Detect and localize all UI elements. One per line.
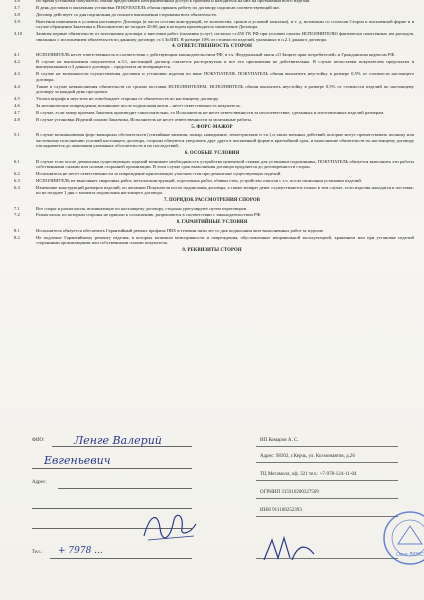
clause <box>10 12 414 18</box>
tc-line <box>256 480 398 481</box>
clause-text: Исполнитель не несет ответственности за повреждение прилегающих участков стен при демонтаже существующих изделий. <box>36 171 282 176</box>
fio-handwritten-1: Ленге Валерий <box>74 434 162 447</box>
section-4-title: 4. ОТВЕТСТВЕННОСТЬ СТОРОН <box>172 44 252 50</box>
inn: ИНН 911108252393 <box>260 508 302 513</box>
clause <box>10 96 414 102</box>
clause <box>10 159 414 170</box>
contract-text <box>10 0 414 255</box>
clause-text: Исполнитель обязуется обеспечить Гарантийный ремонт профиля ПВХ в течении пяти лет со дня подписания акта выполненных работ за изделие. <box>36 227 325 233</box>
inn-line <box>256 516 398 517</box>
clause <box>10 132 414 149</box>
clause <box>10 228 414 234</box>
clause <box>10 103 414 109</box>
executor-signature <box>262 534 318 566</box>
clause-text: ИСПОЛНИТЕЛЬ не выполняет сварочных работ, металлоконструкций, отделочных работ, обивки стен, устройство откосов с т.ч. после окончания установки изделий. <box>36 177 362 183</box>
fio-handwritten-2: Евгеньевич <box>44 454 111 467</box>
clause-text: За механические повреждения, возникшие после подписания актов – несет ответственность покупатель. <box>36 103 241 109</box>
clause <box>10 31 414 42</box>
company-stamp <box>382 510 424 566</box>
clause <box>10 212 414 218</box>
clause-number: 6.4 <box>14 184 20 190</box>
clause <box>10 52 414 58</box>
executor-tc: ТЦ Мегамолл, оф. 321 тел.: +7-978-124-11-04 <box>260 472 357 477</box>
clause-number: 4.6 <box>14 103 20 109</box>
tel-label: Тел.: <box>32 550 43 555</box>
clause <box>10 84 414 95</box>
ip-name: ИП Комаров А. С. <box>260 438 299 443</box>
clause <box>10 178 414 184</box>
clause <box>10 235 414 246</box>
fio-line-2 <box>32 468 192 469</box>
clause-number: 8.2 <box>14 234 20 240</box>
clause-text: Также в случае невыполнения обязательств по срокам поставки ИСПОЛНИТЕЛЕМ, ИСПОЛНИТЕЛЬ обязан выплатить неустойку в размере 0,5% от стоимости изделий по настоящему договору за каждый день просрочки. <box>36 83 414 95</box>
ip-line <box>256 446 398 447</box>
address-label: Адрес: <box>32 480 47 485</box>
clause <box>10 171 414 177</box>
clause-text: Не подлежат Гарантийному ремонту изделия, в которых возникли неисправности и повреждения, обусловленные неправильной эксплуатацией, хранением или при установке изделий сторонними организациями или собственными силами покупателя. <box>36 234 414 246</box>
fio-label: ФИО: <box>32 438 45 443</box>
clause-text: Уплата штрафа и неустоек не освобождает стороны от обязательств по настоящему договору. <box>36 96 219 102</box>
clause-number: 6.2 <box>14 171 20 176</box>
clause-text: Внесения изменения в условия настоящего Договора (в части состава конструкций, ее количества, сроков и условий монтажа), и т. д. возможны со согласия Сторон в письменной форме и в случае обращения Заказчика к Исполнителю не позднее 20:00 дня в котором производится заключение Договора. <box>36 18 414 30</box>
ogrnip-line <box>256 498 398 499</box>
clause-text: В случае не выполнения покупателем п.3.1, настоящий договор считается расторгнутым и все его приложения не действительны. В случае непоставки покупателем предоплаты в вышеуказанном п.3 данного договора – предоплата не возвращается. <box>36 58 414 70</box>
clause-number: 4.2 <box>14 58 20 64</box>
clause-text: ИСПОЛНИТЕЛЬ несет ответственность в соответствии с действующим законодательством РФ, в т.ч. Федеральный закон «О Защите прав потребителей» и Гражданским кодексом РФ. <box>36 51 396 57</box>
clause <box>10 185 414 196</box>
clause-number: 3.6 <box>14 0 20 3</box>
tel-handwritten: + 7978 ... <box>58 546 103 556</box>
clause-text: В случае не возможности осуществления доставки и установки изделия по вине ПОКУПАТЕЛЯ, ПОКУПАТЕЛЬ обязан выплатить неустойку в размере 0,5% от стоимости настоящего договора. <box>36 71 414 82</box>
clause-text: В случае установки Изделий силами Заказчика, Исполнитель не несет ответственности за монтажные работы. <box>36 116 253 122</box>
clause-number: 6.1 <box>14 158 20 164</box>
clause-text: В случае возникновения форс-мажорных обстоятельств (стихийные явления, пожар, наводнение, землетрясение и т.п.) и таких военных действий, которые могут препятствовать полному или частичному исполнению условий настоящего договора, стороны обязуются уведомить друг друга в письменной форме в кратчайший срок, и выполнение обязательств по настоящему договору откладывается до окончания указанных обстоятельств и их последствий. <box>36 132 414 149</box>
clause-text: В случае если после демонтажа существующих изделий возникает необходимость устройства цементной стяжки для установки подоконника, ПОКУПАТЕЛЬ обязуется выполнить эти работы собственными силами или силами сторонней организации. В этом случае срок выполнения договора продляется до договоренности сторон. <box>36 158 414 170</box>
clause <box>10 117 414 123</box>
clause-text: Договор действует со дня подписания до полного выполнения сторонами всех обязательств. <box>36 11 217 17</box>
clause-number: 4.3 <box>14 71 20 77</box>
clause-number: 4.8 <box>14 116 20 122</box>
clause-number: 7.1 <box>14 205 20 211</box>
signature-block <box>0 432 424 600</box>
clause <box>10 71 414 82</box>
address-line <box>58 488 192 489</box>
clause-text: Во время установки покупатель обязан предоставить неограниченный доступ к проемам и находиться на них на протяжении всего изделия. <box>36 0 311 3</box>
clause-number: 5.1 <box>14 132 20 138</box>
section-5-title: 5. ФОРС-МАЖОР <box>191 124 233 130</box>
section-7-title: 7. ПОРЯДОК РАССМОТРЕНИЯ СПОРОВ <box>163 197 261 203</box>
clause <box>10 110 414 116</box>
clause-number: 6.3 <box>14 177 20 183</box>
clause-number: 4.5 <box>14 96 20 102</box>
clause-number: 3.9 <box>14 18 20 24</box>
clause-text: Разногласия, по которым стороны не пришли к соглашению, разрешаются в соответствии с законодательством РФ. <box>36 212 262 218</box>
clause-number: 3.10 <box>14 31 23 37</box>
clause <box>10 19 414 30</box>
clause <box>10 5 414 11</box>
customer-signature <box>140 506 200 546</box>
clause-text: В день доставки и окончания установки ПОКУПАТЕЛЬ обязан принять работу по договору подписав соответствующий акт. <box>36 4 280 10</box>
clause-text: Все споры и разногласия, возникающие по настоящему договору, стороны урегулируют путем переговоров. <box>36 205 248 211</box>
clause-text: Занятия первые обязательств от исполнения договора о внесении работ (оказания услуг) согласно ст.450 ГК РФ при условии оплаты ИСПОЛНИТЕЛЮ фактически понесенных им расходов, связанных с исполнением обязательств по данному договору ст.3 ЗоЗПП. В размере 10% от стоимости изделий, указанных в п.2.1 данного договора. <box>36 31 414 42</box>
clause-number: 4.1 <box>14 51 20 57</box>
address-line-r <box>256 462 398 463</box>
clause-text: Изменение конструкций размеров изделий, по желанию Покупателя после подписания договора, а также возврат денег осуществляется только в том случае, если изделия находятся в поставке, но не позднее 1 дня с момента подписания настоящего договора. <box>36 184 414 196</box>
tel-line <box>50 558 192 559</box>
ogrnip: ОГРНИП 315910200327509 <box>260 490 319 495</box>
clause-number: 3.8 <box>14 11 20 17</box>
section-8-title: 8. ГАРАНТИЙНЫЕ УСЛОВИЯ <box>176 220 248 226</box>
clause-number: 4.4 <box>14 83 20 89</box>
executor-address: Адрес: 98302, г.Керчь, ул. Космонавтов, д.26 <box>260 454 355 459</box>
section-6-title: 6. ОСОБЫЕ УСЛОВИЯ <box>184 150 240 156</box>
clause <box>10 206 414 212</box>
stamp-text: Окна ЛЮКС <box>396 552 424 558</box>
clause-number: 8.1 <box>14 227 20 233</box>
clause-number: 3.7 <box>14 4 20 10</box>
clause-number: 7.2 <box>14 212 20 218</box>
section-9-title: 9. РЕКВИЗИТЫ СТОРОН <box>182 247 242 253</box>
clause <box>10 59 414 70</box>
clause-text: В случае, если замер проемов Заказчик производит самостоятельно, то Исполнитель не несет ответственности за несоответствие, сделанных и изготовленных изделий размерам. <box>36 110 385 116</box>
clause <box>10 0 414 4</box>
clause-number: 4.7 <box>14 110 20 116</box>
